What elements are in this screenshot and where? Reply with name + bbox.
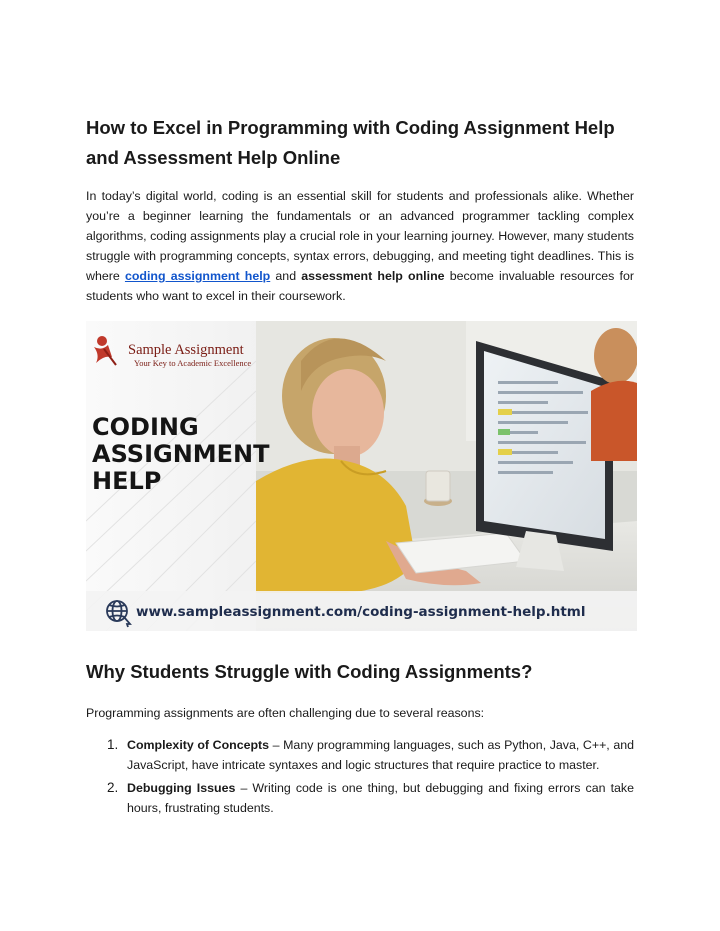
list-item-term: Complexity of Concepts xyxy=(127,738,270,752)
logo-brand-name: Sample Assignment xyxy=(128,342,244,358)
assessment-help-online-bold: assessment help online xyxy=(301,269,445,283)
list-item-term: Debugging Issues xyxy=(127,781,236,795)
list-item xyxy=(86,778,634,818)
banner-headline-line-2: ASSIGNMENT xyxy=(92,440,270,468)
intro-text-before: In today’s digital world, coding is an essential skill for students and professionals alike. Whether you’re a beginner learning the fundamentals or an advanced programmer tackling complex algorithms, coding assignments play a crucial role in your learning journey. However, many students struggle with programming concepts, syntax errors, debugging, and meeting tight deadlines. This is where xyxy=(86,189,634,283)
list-item-number: 2. xyxy=(107,780,119,795)
list-item-text: – Writing code is one thing, but debugging and fixing errors can take hours, frustrating students. xyxy=(127,781,634,815)
intro-text-after: become invaluable resources for students who want to excel in their coursework. xyxy=(86,269,634,303)
banner-url: www.sampleassignment.com/coding-assignment-help.html xyxy=(136,604,586,620)
list-item-number: 1. xyxy=(107,737,119,752)
section-intro: Programming assignments are often challenging due to several reasons: xyxy=(86,706,485,720)
banner-headline-line-1: CODING xyxy=(92,413,199,441)
intro-paragraph xyxy=(86,186,634,306)
list-item-text: – Many programming languages, such as Python, Java, C++, and JavaScript, have intricate syntaxes and logic structures that require practice to master. xyxy=(127,738,634,772)
reasons-list xyxy=(86,735,634,821)
list-item xyxy=(86,735,634,775)
photo-woman-at-computer xyxy=(256,321,637,631)
logo-tagline: Your Key to Academic Excellence xyxy=(134,358,252,368)
section-heading: Why Students Struggle with Coding Assignments? xyxy=(86,661,533,682)
article-title: How to Excel in Programming with Coding Assignment Help and Assessment Help Online xyxy=(86,117,615,168)
intro-text-middle: and xyxy=(270,269,302,283)
coding-assignment-help-link[interactable]: coding assignment help xyxy=(124,269,271,283)
coding-assignment-banner-image xyxy=(86,321,637,631)
banner-headline-line-3: HELP xyxy=(92,467,162,495)
